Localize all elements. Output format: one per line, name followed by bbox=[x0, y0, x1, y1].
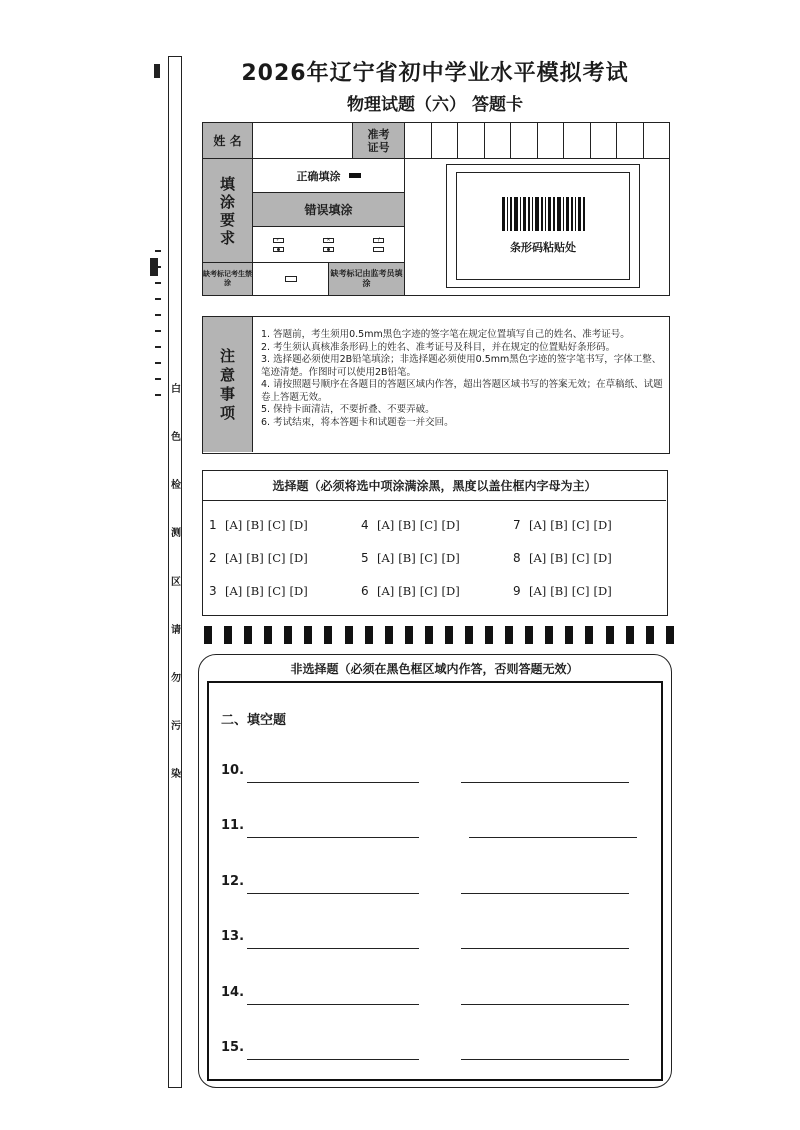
timing-mark bbox=[485, 626, 493, 644]
barcode-area bbox=[456, 172, 630, 280]
option-bubble[interactable]: [C] bbox=[419, 583, 438, 598]
correct-fill-example bbox=[253, 159, 405, 193]
answer-line[interactable] bbox=[247, 948, 419, 950]
exam-number-cell[interactable] bbox=[511, 123, 538, 158]
correct-fill-text: 正确填涂 bbox=[296, 169, 341, 183]
absent-bubble-icon bbox=[285, 276, 297, 282]
timing-mark bbox=[626, 626, 634, 644]
nonchoice-section bbox=[198, 654, 672, 1088]
answer-line[interactable] bbox=[461, 893, 629, 895]
blank-number: 15. bbox=[221, 1040, 245, 1055]
notice-list bbox=[261, 329, 663, 429]
empty-mark-icon bbox=[373, 247, 384, 252]
exam-number-cell[interactable] bbox=[644, 123, 670, 158]
timing-mark bbox=[545, 626, 553, 644]
fill-label-char: 求 bbox=[219, 228, 235, 247]
absent-mark-note: 缺考标记由监考员填涂 bbox=[329, 263, 405, 295]
half-fill-icon bbox=[273, 247, 284, 252]
check-mark-icon: ✓ bbox=[273, 238, 284, 243]
notice-item: 1. 答题前，考生须用0.5mm黑色字迹的签字笔在规定位置填写自己的姓名、准考证号。 bbox=[261, 329, 630, 340]
choice-question bbox=[361, 515, 513, 534]
wrong-example-col bbox=[273, 238, 284, 252]
timing-mark bbox=[365, 626, 373, 644]
option-bubble[interactable]: [D] bbox=[593, 517, 612, 532]
barcode-label: 条形码粘贴处 bbox=[510, 241, 576, 254]
wrong-fill-examples bbox=[253, 227, 405, 263]
blank-number: 13. bbox=[221, 929, 245, 944]
option-bubble[interactable]: [A] bbox=[377, 583, 395, 598]
exam-number-cell[interactable] bbox=[564, 123, 591, 158]
notice-label-char: 项 bbox=[219, 403, 235, 422]
option-bubble[interactable]: [B] bbox=[246, 550, 264, 565]
timing-mark bbox=[204, 626, 212, 644]
strip-char: 检 bbox=[171, 480, 181, 492]
option-bubble[interactable]: [B] bbox=[246, 517, 264, 532]
strip-char: 染 bbox=[171, 769, 181, 780]
option-bubble[interactable]: [D] bbox=[593, 550, 612, 565]
notice-label bbox=[203, 317, 253, 452]
exam-number-cell[interactable] bbox=[617, 123, 644, 158]
blank-number: 14. bbox=[221, 985, 245, 1000]
timing-mark bbox=[244, 626, 252, 644]
question-number: 5 bbox=[361, 550, 369, 565]
option-bubble[interactable]: [D] bbox=[441, 583, 460, 598]
notice-item: 2. 考生须认真核准条形码上的姓名、准考证号及科目，并在规定的位置贴好条形码。 bbox=[261, 341, 616, 353]
filled-mark-icon bbox=[349, 173, 361, 178]
option-bubble[interactable]: [A] bbox=[529, 517, 547, 532]
timing-mark bbox=[405, 626, 413, 644]
notice-item: 3. 选择题必须使用2B铅笔填涂；非选择题必须使用0.5mm黑色字迹的签字笔书写，字体工整、笔迹清楚。作图时可以使用2B铅笔。 bbox=[261, 354, 662, 378]
timing-mark bbox=[465, 626, 473, 644]
timing-mark bbox=[585, 626, 593, 644]
page-title: 2026年辽宁省初中学业水平模拟考试 bbox=[241, 61, 629, 86]
section-heading: 二、填空题 bbox=[221, 713, 287, 728]
choice-title: 选择题（必须将选中项涂满涂黑，黑度以盖住框内字母为主） bbox=[203, 471, 666, 501]
nonchoice-title: 非选择题（必须在黑色框区域内作答，否则答题无效） bbox=[290, 662, 579, 676]
option-bubble[interactable]: [C] bbox=[419, 517, 438, 532]
exam-number-cells bbox=[405, 123, 669, 159]
option-bubble[interactable]: [B] bbox=[550, 517, 568, 532]
blank-row bbox=[221, 929, 651, 951]
strip-char: 污 bbox=[171, 720, 181, 732]
blank-row bbox=[221, 985, 651, 1007]
answer-line[interactable] bbox=[247, 1004, 419, 1006]
wrong-example-col bbox=[323, 238, 334, 252]
exam-number-cell[interactable] bbox=[485, 123, 512, 158]
question-number: 9 bbox=[513, 583, 521, 598]
choice-question bbox=[209, 515, 361, 534]
option-bubble[interactable]: [B] bbox=[550, 550, 568, 565]
option-bubble[interactable]: [D] bbox=[289, 517, 308, 532]
dot-mark-icon bbox=[323, 247, 334, 252]
timing-mark bbox=[385, 626, 393, 644]
slash-mark-icon: / bbox=[373, 238, 384, 243]
blank-number: 11. bbox=[221, 818, 245, 833]
notice-label-char: 事 bbox=[219, 384, 235, 403]
registration-mark bbox=[154, 64, 160, 78]
answer-area[interactable] bbox=[207, 681, 663, 1081]
answer-line[interactable] bbox=[247, 893, 419, 895]
blank-row bbox=[221, 874, 651, 896]
notice-label-char: 意 bbox=[219, 365, 235, 384]
timing-mark bbox=[565, 626, 573, 644]
option-bubble[interactable]: [D] bbox=[441, 550, 460, 565]
option-bubble[interactable]: [B] bbox=[398, 583, 416, 598]
timing-mark bbox=[525, 626, 533, 644]
name-label: 姓 名 bbox=[203, 123, 253, 159]
exam-number-cell[interactable] bbox=[538, 123, 565, 158]
notice-block bbox=[202, 316, 670, 454]
option-bubble[interactable]: [B] bbox=[398, 517, 416, 532]
choice-question bbox=[209, 581, 361, 600]
exam-number-cell[interactable] bbox=[591, 123, 618, 158]
exam-number-cell[interactable] bbox=[432, 123, 459, 158]
option-bubble[interactable]: [B] bbox=[246, 583, 264, 598]
exam-number-cell[interactable] bbox=[458, 123, 485, 158]
blank-row bbox=[221, 818, 651, 840]
question-number: 2 bbox=[209, 550, 217, 565]
exam-number-label bbox=[353, 123, 405, 159]
fill-label-char: 填 bbox=[219, 174, 235, 193]
fill-label-char: 涂 bbox=[219, 192, 235, 211]
option-bubble[interactable]: [B] bbox=[550, 583, 568, 598]
option-bubble[interactable]: [D] bbox=[441, 517, 460, 532]
option-bubble[interactable]: [C] bbox=[571, 517, 590, 532]
name-field[interactable] bbox=[253, 123, 353, 159]
strip-text bbox=[170, 380, 182, 780]
option-bubble[interactable]: [D] bbox=[593, 583, 612, 598]
option-bubble[interactable]: [C] bbox=[267, 583, 286, 598]
answer-line[interactable] bbox=[469, 837, 637, 839]
notice-item: 5. 保持卡面清洁，不要折叠、不要弄破。 bbox=[261, 404, 435, 415]
question-number: 8 bbox=[513, 550, 521, 565]
option-bubble[interactable]: [D] bbox=[289, 550, 308, 565]
answer-line[interactable] bbox=[461, 782, 629, 784]
cross-mark-icon: ✕ bbox=[323, 238, 334, 243]
timing-mark bbox=[224, 626, 232, 644]
option-bubble[interactable]: [D] bbox=[289, 583, 308, 598]
strip-char: 色 bbox=[171, 432, 181, 444]
option-bubble[interactable]: [C] bbox=[267, 517, 286, 532]
strip-char: 勿 bbox=[171, 672, 181, 684]
timing-mark bbox=[666, 626, 674, 644]
option-bubble[interactable]: [A] bbox=[377, 550, 395, 565]
timing-mark bbox=[445, 626, 453, 644]
option-bubble[interactable]: [A] bbox=[377, 517, 395, 532]
answer-line[interactable] bbox=[247, 1059, 419, 1061]
option-bubble[interactable]: [B] bbox=[398, 550, 416, 565]
timing-mark bbox=[646, 626, 654, 644]
notice-item: 4. 请按照题号顺序在各题目的答题区域内作答，超出答题区域书写的答案无效；在草稿纸、试题卷上答题无效。 bbox=[261, 379, 663, 403]
strip-char: 白 bbox=[171, 384, 181, 395]
answer-line[interactable] bbox=[461, 1059, 629, 1061]
option-bubble[interactable]: [A] bbox=[225, 517, 243, 532]
margin-ticks bbox=[155, 250, 165, 440]
barcode-icon bbox=[502, 197, 585, 231]
absent-mark-box[interactable] bbox=[253, 263, 329, 295]
exam-number-label-line: 证号 bbox=[367, 140, 390, 154]
notice-label-char: 注 bbox=[219, 346, 235, 365]
fill-label-char: 要 bbox=[219, 210, 235, 229]
exam-number-cell[interactable] bbox=[405, 123, 432, 158]
fill-requirements-label bbox=[203, 159, 253, 263]
option-bubble[interactable]: [A] bbox=[225, 583, 243, 598]
question-number: 1 bbox=[209, 517, 217, 532]
question-number: 3 bbox=[209, 583, 217, 598]
timing-mark bbox=[304, 626, 312, 644]
option-bubble[interactable]: [A] bbox=[529, 583, 547, 598]
timing-mark bbox=[264, 626, 272, 644]
wrong-example-col bbox=[373, 238, 384, 252]
exam-number-label-line: 准考 bbox=[367, 127, 390, 141]
answer-line[interactable] bbox=[461, 1004, 629, 1006]
option-bubble[interactable]: [A] bbox=[529, 550, 547, 565]
timing-mark bbox=[345, 626, 353, 644]
notice-item: 6. 考试结束，将本答题卡和试题卷一并交回。 bbox=[261, 416, 454, 428]
option-bubble[interactable]: [C] bbox=[571, 550, 590, 565]
strip-char: 测 bbox=[171, 528, 181, 540]
option-bubble[interactable]: [C] bbox=[267, 550, 286, 565]
blank-row bbox=[221, 1040, 651, 1062]
choice-question bbox=[361, 548, 513, 567]
choice-question bbox=[513, 515, 665, 534]
blank-number: 12. bbox=[221, 874, 245, 889]
timing-mark bbox=[505, 626, 513, 644]
blank-row bbox=[221, 763, 651, 785]
page-subtitle: 物理试题（六） 答题卡 bbox=[347, 95, 523, 115]
absent-mark-label: 缺考标记考生禁涂 bbox=[203, 263, 253, 295]
timing-mark bbox=[425, 626, 433, 644]
answer-line[interactable] bbox=[461, 948, 629, 950]
timing-mark bbox=[324, 626, 332, 644]
wrong-fill-label: 错误填涂 bbox=[253, 193, 405, 227]
question-number: 6 bbox=[361, 583, 369, 598]
option-bubble[interactable]: [C] bbox=[571, 583, 590, 598]
timing-mark bbox=[284, 626, 292, 644]
blank-number: 10. bbox=[221, 763, 245, 778]
question-number: 4 bbox=[361, 517, 369, 532]
choice-section bbox=[202, 470, 668, 616]
choice-question bbox=[513, 548, 665, 567]
answer-line[interactable] bbox=[247, 837, 419, 839]
choice-question bbox=[361, 581, 513, 600]
option-bubble[interactable]: [A] bbox=[225, 550, 243, 565]
option-bubble[interactable]: [C] bbox=[419, 550, 438, 565]
strip-char: 请 bbox=[171, 624, 181, 636]
strip-char: 区 bbox=[171, 576, 181, 588]
timing-mark bbox=[606, 626, 614, 644]
answer-line[interactable] bbox=[247, 782, 419, 784]
question-number: 7 bbox=[513, 517, 521, 532]
timing-marks bbox=[204, 626, 674, 644]
choice-question bbox=[209, 548, 361, 567]
choice-grid bbox=[209, 515, 665, 600]
choice-question bbox=[513, 581, 665, 600]
